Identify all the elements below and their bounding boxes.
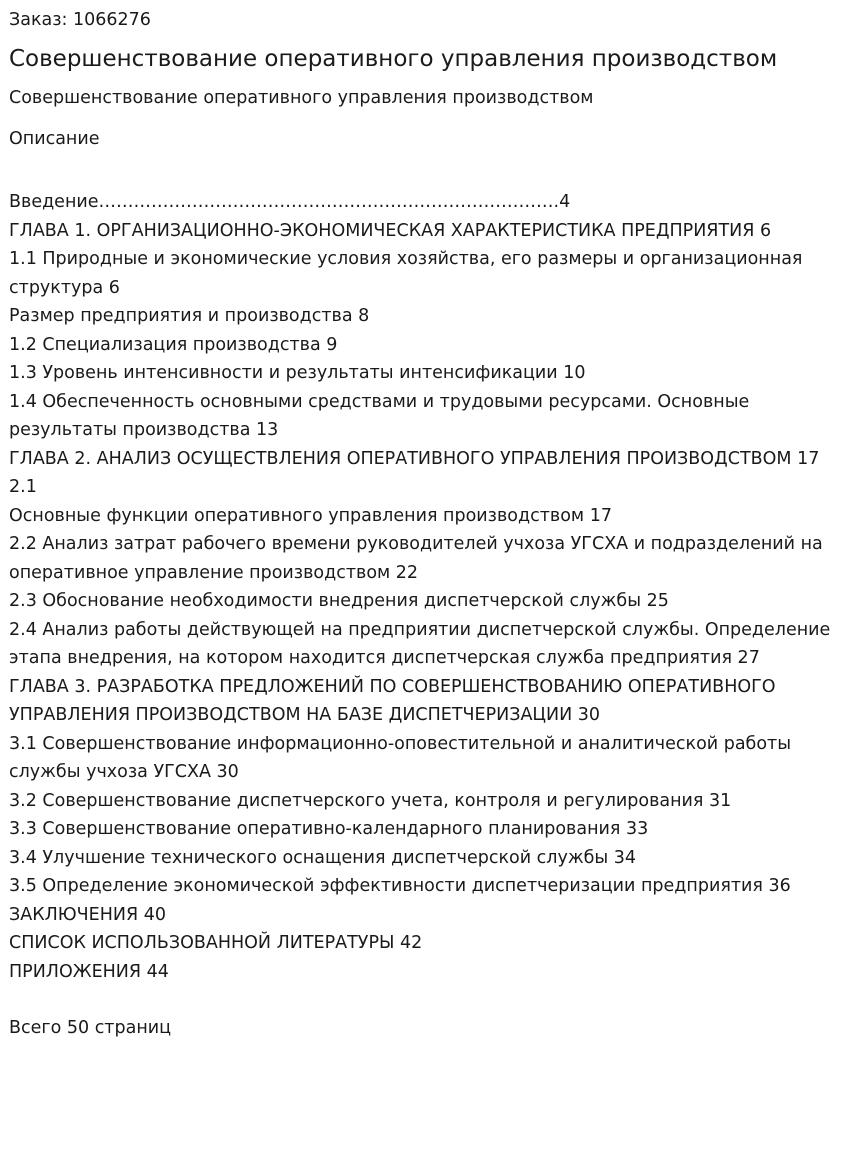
total-pages: Всего 50 страниц bbox=[9, 1018, 172, 1038]
toc-item: 2.1 bbox=[9, 477, 37, 497]
toc-item: 3.1 Совершенствование информационно-оповестительной и аналитической работы службы учхоза УГСХА 30 bbox=[9, 733, 792, 782]
toc-item: ЗАКЛЮЧЕНИЯ 40 bbox=[9, 904, 166, 925]
toc-item: СПИСОК ИСПОЛЬЗОВАННОЙ ЛИТЕРАТУРЫ 42 bbox=[9, 933, 423, 953]
order-number: Заказ: 1066276 bbox=[9, 10, 151, 30]
toc-item: 2.4 Анализ работы действующей на предприятии диспетчерской службы. Определение этапа внедрения, на котором находится диспетчерская служба предприятия 27 bbox=[9, 619, 831, 668]
toc-item: 3.3 Совершенствование оперативно-календарного планирования 33 bbox=[9, 819, 649, 839]
toc-item: ГЛАВА 3. РАЗРАБОТКА ПРЕДЛОЖЕНИЙ ПО СОВЕРШЕНСТВОВАНИЮ ОПЕРАТИВНОГО УПРАВЛЕНИЯ ПРОИЗВОДСТВОМ НА БАЗЕ ДИСПЕТЧЕРИЗАЦИИ 30 bbox=[9, 676, 776, 725]
toc-item: ГЛАВА 1. ОРГАНИЗАЦИОННО-ЭКОНОМИЧЕСКАЯ ХАРАКТЕРИСТИКА ПРЕДПРИЯТИЯ 6 bbox=[9, 220, 772, 241]
toc-item: 1.3 Уровень интенсивности и результаты интенсификации 10 bbox=[9, 363, 586, 383]
toc-item: 3.2 Совершенствование диспетчерского учета, контроля и регулирования 31 bbox=[9, 790, 732, 811]
toc-item: Введение…………………………………………………………………….4 bbox=[9, 192, 571, 212]
toc-item: ПРИЛОЖЕНИЯ 44 bbox=[9, 961, 169, 982]
toc-item: 3.4 Улучшение технического оснащения диспетчерской службы 34 bbox=[9, 847, 637, 868]
toc-item: 1.2 Специализация производства 9 bbox=[9, 334, 338, 355]
toc-item: 3.5 Определение экономической эффективности диспетчеризации предприятия 36 bbox=[9, 876, 791, 896]
toc-item: 2.2 Анализ затрат рабочего времени руководителей учхоза УГСХА и подразделений на оперативное управление производством 22 bbox=[9, 534, 823, 583]
toc-item: 1.1 Природные и экономические условия хозяйства, его размеры и организационная структура 6 bbox=[9, 249, 803, 298]
page-title: Совершенствование оперативного управления производством bbox=[9, 46, 778, 72]
toc-item: Основные функции оперативного управления производством 17 bbox=[9, 505, 612, 526]
toc-item: 2.3 Обоснование необходимости внедрения диспетчерской службы 25 bbox=[9, 591, 669, 611]
toc-item: ГЛАВА 2. АНАЛИЗ ОСУЩЕСТВЛЕНИЯ ОПЕРАТИВНОГО УПРАВЛЕНИЯ ПРОИЗВОДСТВОМ 17 bbox=[9, 448, 820, 469]
table-of-contents bbox=[9, 188, 838, 986]
page-subtitle: Совершенствование оперативного управления производством bbox=[9, 88, 594, 108]
description-heading: Описание bbox=[9, 129, 100, 149]
toc-item: Размер предприятия и производства 8 bbox=[9, 306, 370, 326]
toc-item: 1.4 Обеспеченность основными средствами и трудовыми ресурсами. Основные результаты производства 13 bbox=[9, 391, 750, 440]
